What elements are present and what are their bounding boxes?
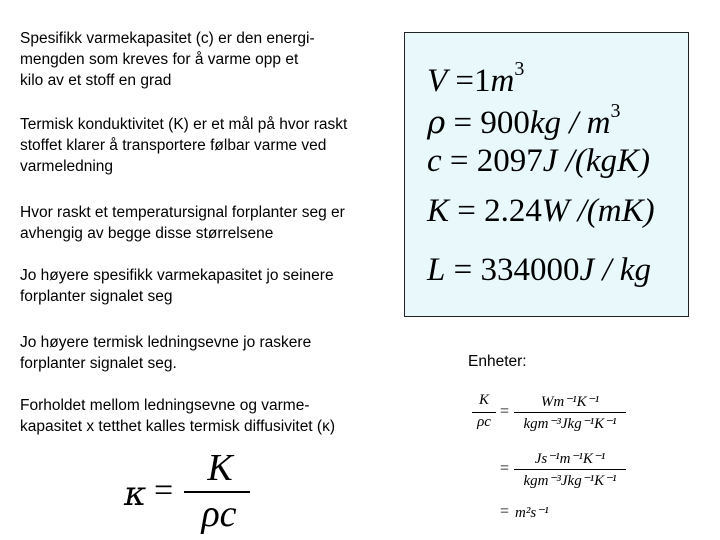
symbol: c (427, 143, 442, 179)
kappa-symbol: κ (124, 474, 147, 514)
symbol: K (427, 193, 450, 229)
unit: kg / m (529, 105, 611, 141)
equation-latent-heat (427, 252, 651, 288)
numerator: Wm⁻¹K⁻¹ (540, 394, 600, 410)
unit: J /(kgK) (542, 143, 650, 179)
numerator: K (207, 447, 233, 489)
numerator: K (478, 392, 489, 408)
equals: = (455, 63, 475, 99)
fraction-bar (514, 412, 626, 413)
equation-specific-heat (427, 143, 650, 179)
paragraph-specific-heat: Spesifikk varmekapasitet (c) er den energi- mengden som kreves for å varme opp et kilo av et stoff en grad (20, 30, 315, 89)
symbol: ρ (427, 105, 446, 141)
value: 334000 (480, 252, 580, 288)
symbol: L (427, 252, 446, 288)
equals-sign: = (500, 503, 510, 520)
fraction-bar (514, 469, 626, 470)
unit: J / kg (579, 252, 651, 288)
numerator: Js⁻¹m⁻¹K⁻¹ (534, 451, 606, 467)
equals: = (453, 252, 473, 288)
fraction-bar (472, 412, 496, 413)
paragraph-diffusivity-definition: Forholdet mellom ledningsevne og varme- kapasitet x tetthet kalles termisk diffusivitet (κ) (20, 397, 335, 435)
equals-sign: = (500, 460, 510, 477)
units-heading: Enheter: (468, 353, 527, 370)
unit: m (490, 63, 515, 99)
unit: W /(mK) (541, 193, 655, 229)
constants-box (404, 32, 689, 317)
paragraph-conductivity-effect: Jo høyere termisk ledningsevne jo raskere forplanter signalet seg. (20, 334, 312, 372)
equals: = (453, 105, 473, 141)
equation-density (427, 100, 621, 141)
value: 2.24 (484, 193, 542, 229)
equation-conductivity (427, 193, 655, 229)
value: 1 (474, 63, 491, 99)
paragraph-thermal-conductivity: Termisk konduktivitet (K) er et mål på hvor raskt stoffet klarer å transportere følbar varme ved varmeledning (20, 116, 348, 175)
equals-sign: = (154, 472, 174, 509)
equals: = (449, 143, 469, 179)
value: 900 (480, 105, 530, 141)
paragraph-heat-capacity-effect: Jo høyere spesifikk varmekapasitet jo seinere forplanter signalet seg (20, 267, 334, 305)
denominator: ρc (201, 493, 237, 535)
denominator: kgm⁻³Jkg⁻¹K⁻¹ (523, 473, 617, 489)
exponent: 3 (610, 100, 621, 122)
equals: = (457, 193, 476, 229)
unit-result: m²s⁻¹ (515, 505, 549, 521)
denominator: kgm⁻³Jkg⁻¹K⁻¹ (523, 416, 617, 432)
equation-volume (427, 58, 525, 99)
equals-sign: = (500, 403, 510, 420)
value: 2097 (476, 143, 543, 179)
paragraph-signal-speed: Hvor raskt et temperatursignal forplanter seg er avhengig av begge disse størrelsene (20, 204, 345, 242)
denominator: ρc (477, 414, 491, 430)
exponent: 3 (514, 58, 525, 80)
symbol: V (427, 63, 448, 99)
